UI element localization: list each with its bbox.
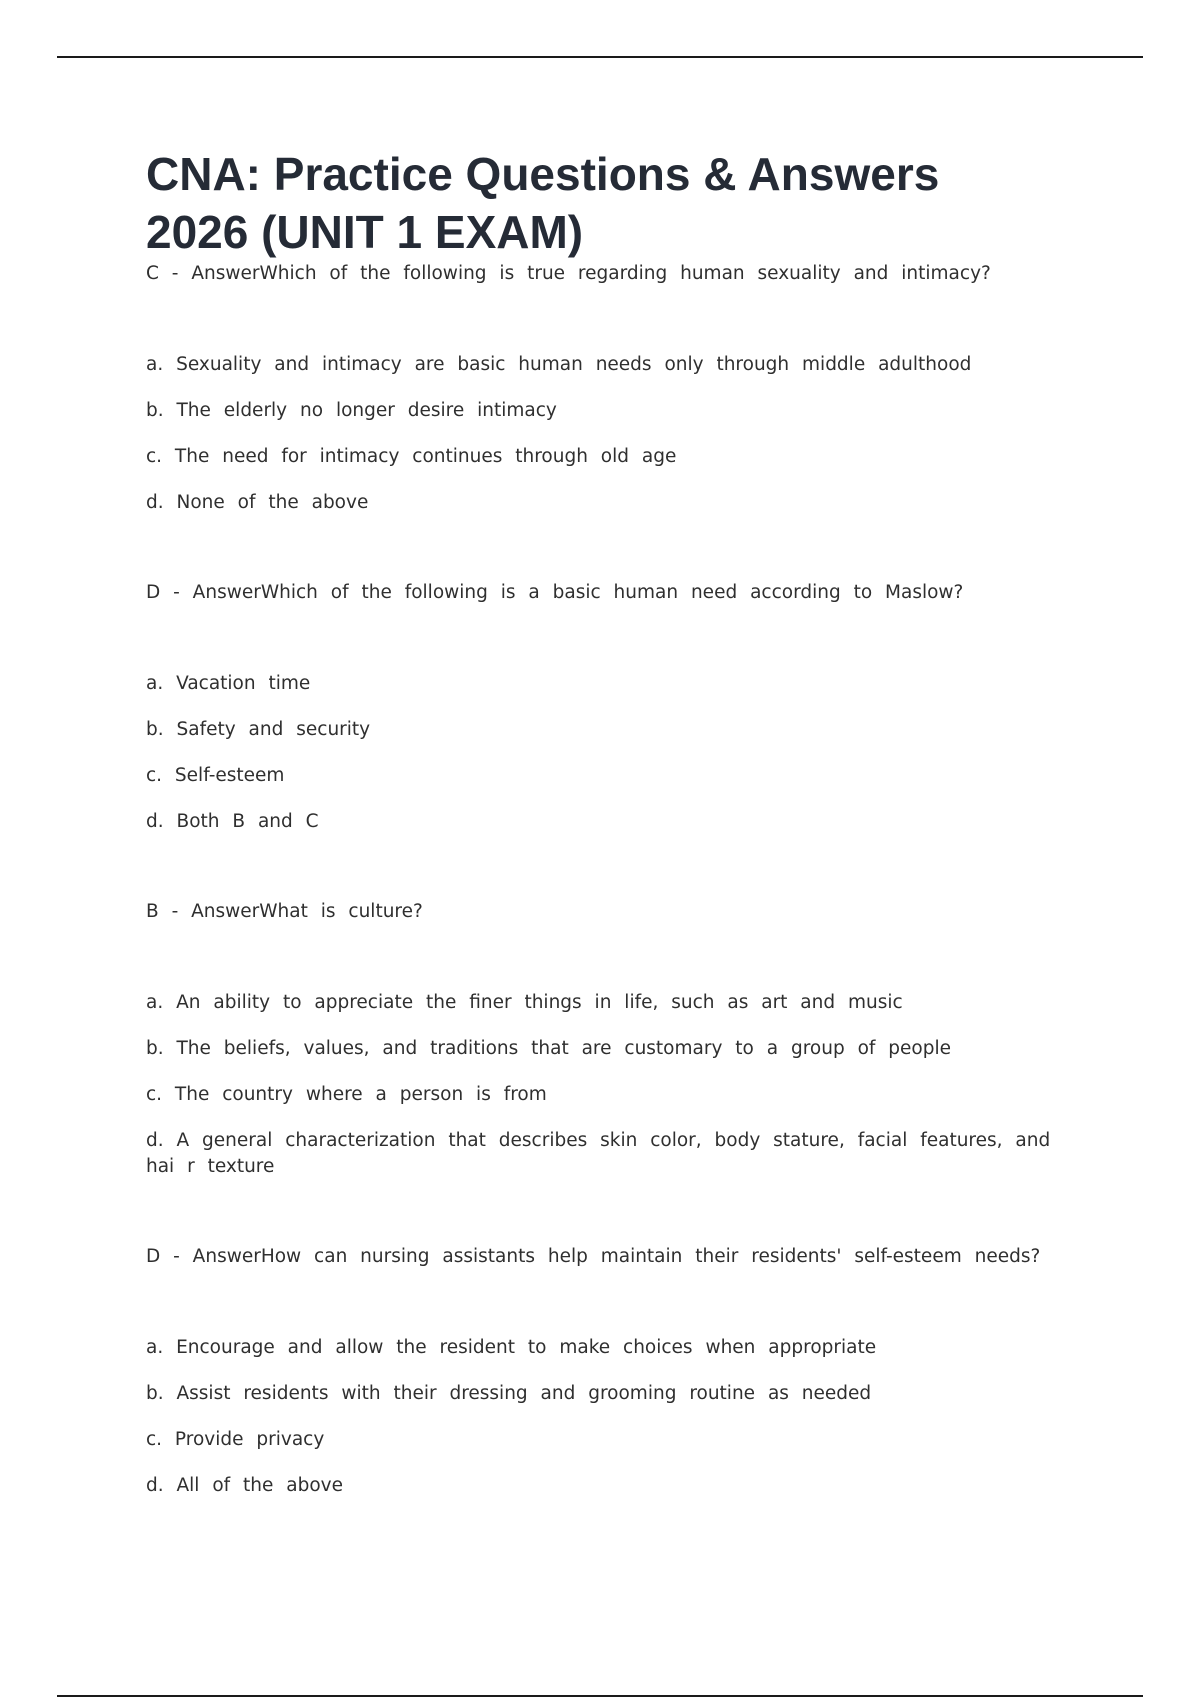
option-b: b. The beliefs, values, and traditions that are customary to a group of people bbox=[146, 1038, 951, 1059]
option-d: d. All of the above bbox=[146, 1475, 344, 1496]
option-b: b. Assist residents with their dressing and grooming routine as needed bbox=[146, 1383, 872, 1404]
answer-options bbox=[146, 1335, 1061, 1499]
option-a: a. Encourage and allow the resident to make choices when appropriate bbox=[146, 1337, 877, 1358]
option-b: b. Safety and security bbox=[146, 719, 371, 740]
option-c: c. Self-esteem bbox=[146, 765, 285, 786]
question-prompt: C - AnswerWhich of the following is true regarding human sexuality and intimacy? bbox=[146, 263, 991, 284]
option-d: d. Both B and C bbox=[146, 811, 319, 832]
question-2 bbox=[146, 580, 1061, 835]
title-line-2: 2026 (UNIT 1 EXAM) bbox=[146, 206, 584, 258]
option-c: c. The country where a person is from bbox=[146, 1084, 547, 1105]
title-line-1: CNA: Practice Questions & Answers bbox=[146, 148, 940, 200]
answer-options bbox=[146, 671, 1061, 835]
option-a: a. Sexuality and intimacy are basic human needs only through middle adulthood bbox=[146, 354, 972, 375]
option-c: c. Provide privacy bbox=[146, 1429, 325, 1450]
question-4 bbox=[146, 1244, 1061, 1499]
option-a: a. An ability to appreciate the finer things in life, such as art and music bbox=[146, 992, 903, 1013]
option-d: d. None of the above bbox=[146, 492, 369, 513]
answer-options bbox=[146, 990, 1061, 1180]
document-body bbox=[146, 145, 1061, 1519]
question-1 bbox=[146, 261, 1061, 516]
option-a: a. Vacation time bbox=[146, 673, 311, 694]
question-3 bbox=[146, 899, 1061, 1180]
bottom-rule bbox=[57, 1695, 1143, 1697]
question-prompt: B - AnswerWhat is culture? bbox=[146, 901, 423, 922]
option-c: c. The need for intimacy continues through old age bbox=[146, 446, 677, 467]
question-prompt: D - AnswerHow can nursing assistants help maintain their residents' self-esteem needs? bbox=[146, 1246, 1041, 1267]
option-b: b. The elderly no longer desire intimacy bbox=[146, 400, 557, 421]
document-title bbox=[146, 145, 1061, 261]
top-rule bbox=[57, 56, 1143, 58]
question-prompt: D - AnswerWhich of the following is a basic human need according to Maslow? bbox=[146, 582, 964, 603]
option-d: d. A general characterization that describes skin color, body stature, facial features, and hai r texture bbox=[146, 1130, 1051, 1177]
answer-options bbox=[146, 352, 1061, 516]
